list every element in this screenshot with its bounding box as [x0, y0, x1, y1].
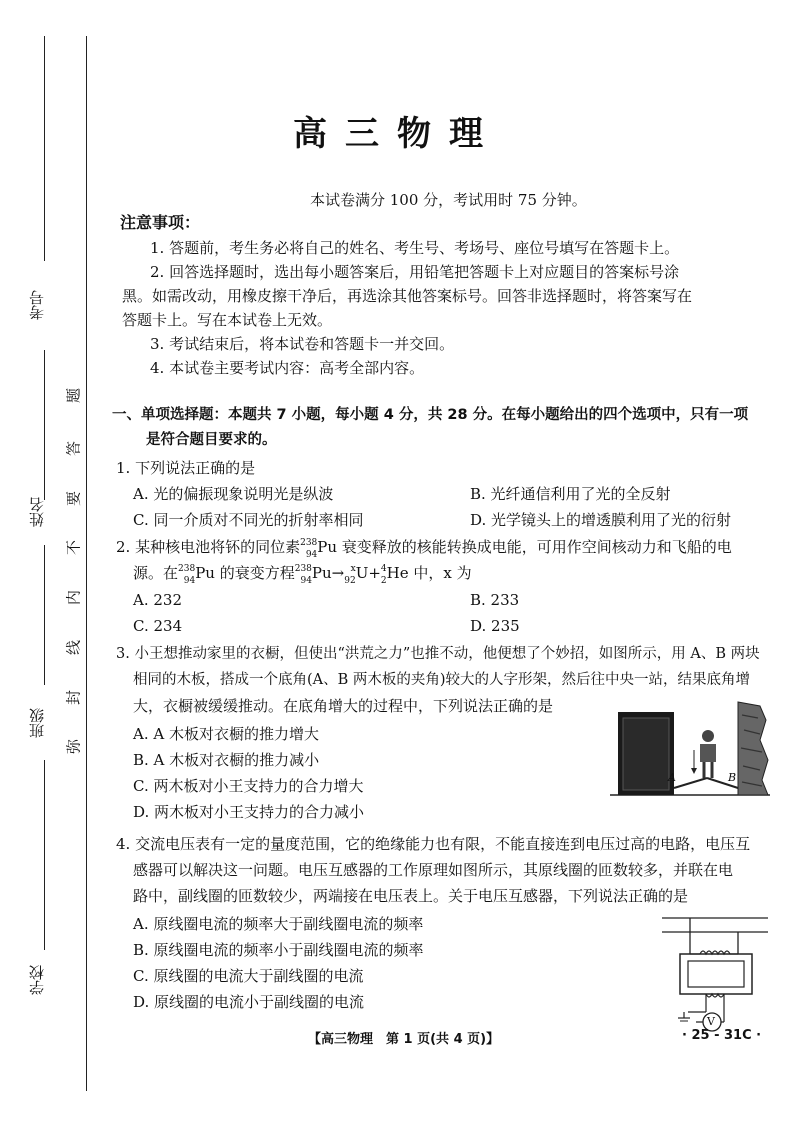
exam-no-blank	[44, 350, 45, 500]
question-stem	[116, 536, 732, 560]
option: B. 光纤通信利用了光的全反射	[470, 485, 671, 503]
option: C. 234	[133, 617, 183, 635]
option: B. 233	[470, 591, 520, 609]
page-footer: 【高三物理 第 1 页(共 4 页)】	[308, 1032, 500, 1047]
option: A. 232	[133, 591, 182, 609]
text-run: 2. 某种核电池将钚的同位素	[116, 538, 301, 556]
school-label: 学校	[28, 965, 46, 995]
seal-char: 弥	[64, 739, 83, 755]
class-label: 班级	[28, 708, 46, 738]
exam-no-label: 考号	[28, 290, 46, 320]
name-blank	[44, 545, 45, 685]
question-stem: 4. 交流电压表有一定的量度范围，它的绝缘能力也有限，不能直接连到电压过高的电路，电压互	[116, 835, 751, 853]
option: C. 两木板对小王支持力的合力增大	[133, 777, 364, 795]
option: C. 原线圈的电流大于副线圈的电流	[133, 967, 364, 985]
name-label: 姓名	[28, 497, 46, 527]
atomic-number: 94	[183, 576, 196, 586]
nuclide-pu	[300, 536, 317, 560]
option: A. 原线圈电流的频率大于副线圈电流的频率	[133, 915, 424, 933]
seal-char: 线	[64, 640, 83, 656]
atomic-number: 92	[344, 576, 356, 586]
option: D. 光学镜头上的增透膜利用了光的衍射	[470, 511, 732, 529]
notice-line: 2. 回答选择题时，选出每小题答案后，用铅笔把答题卡上对应题目的答案标号涂	[150, 263, 680, 281]
question-stem: 1. 下列说法正确的是	[116, 459, 256, 477]
question-stem-cont	[133, 562, 472, 586]
option: D. 235	[470, 617, 520, 635]
seal-char: 内	[64, 590, 83, 606]
notice-line: 3. 考试结束后，将本试卷和答题卡一并交回。	[150, 335, 455, 353]
text-run: 源。在	[133, 564, 179, 582]
option: D. 两木板对小王支持力的合力减小	[133, 803, 365, 821]
class-blank	[44, 760, 45, 950]
notice-line: 1. 答题前，考生务必将自己的姓名、考生号、考场号、座位号填写在答题卡上。	[150, 239, 680, 257]
seal-char: 不	[64, 540, 83, 556]
question-stem: 3. 小王想推动家里的衣橱，但使出“洪荒之力”也推不动，他便想了个妙招，如图所示，用 A、B 两块	[116, 646, 760, 662]
option: A. A 木板对衣橱的推力增大	[133, 725, 319, 743]
seal-char: 要	[64, 491, 83, 507]
figure-label-b: B	[728, 771, 737, 784]
text-run: Pu 衰变释放的核能转换成电能，可用作空间核动力和飞船的电	[317, 538, 732, 556]
seal-char: 题	[64, 388, 83, 404]
question-stem-cont: 感器可以解决这一问题。电压互感器的工作原理如图所示，其原线圈的匝数较多，并联在电	[133, 861, 734, 879]
transformer-figure	[660, 910, 770, 1035]
text-run: U+	[355, 564, 381, 582]
text-run: He 中，x 为	[386, 564, 472, 582]
notice-line: 黑。如需改动，用橡皮擦干净后，再选涂其他答案标号。回答非选择题时，将答案写在	[122, 287, 693, 305]
option: B. 原线圈电流的频率小于副线圈电流的频率	[133, 941, 424, 959]
mass-number: 4	[380, 564, 387, 574]
wardrobe-figure	[610, 700, 770, 800]
paper-code: · 25 - 31C ·	[682, 1028, 762, 1043]
atomic-number: 94	[300, 576, 312, 586]
nuclide-u	[344, 562, 355, 586]
section-heading-cont: 是符合题目要求的。	[146, 432, 277, 448]
option: A. 光的偏振现象说明光是纵波	[133, 485, 334, 503]
seal-char: 封	[64, 690, 83, 706]
text-run: Pu→	[311, 564, 345, 582]
atomic-number: 94	[305, 550, 318, 560]
nuclide-pu	[295, 562, 312, 586]
nuclide-pu	[178, 562, 195, 586]
page-title: 高三物理	[293, 114, 501, 154]
mass-number: 238	[178, 564, 196, 574]
question-stem-cont: 相同的木板，搭成一个底角(A、B 两木板的夹角)较大的人字形架，然后往中央一站，结果底角增	[133, 672, 751, 688]
seal-char: 答	[64, 441, 83, 457]
question-stem-cont: 大，衣橱被缓缓推动。在底角增大的过程中，下列说法正确的是	[133, 697, 554, 715]
text-run: Pu 的衰变方程	[195, 564, 295, 582]
atomic-number: 2	[380, 576, 387, 586]
option: D. 原线圈的电流小于副线圈的电流	[133, 993, 365, 1011]
mass-number: 238	[300, 538, 318, 548]
exam-intro: 本试卷满分 100 分，考试用时 75 分钟。	[310, 191, 587, 209]
section-heading: 一、单项选择题：本题共 7 小题，每小题 4 分，共 28 分。在每小题给出的四个选项中，只有一项	[112, 407, 749, 423]
mass-number: x	[350, 564, 356, 574]
notice-line: 4. 本试卷主要考试内容：高考全部内容。	[150, 359, 425, 377]
question-stem-cont: 路中，副线圈的匝数较少，两端接在电压表上。关于电压互感器，下列说法正确的是	[133, 887, 689, 905]
notice-heading: 注意事项：	[120, 213, 201, 232]
margin-line-inner	[86, 36, 87, 1091]
mass-number: 238	[294, 564, 312, 574]
option: C. 同一介质对不同光的折射率相同	[133, 511, 364, 529]
notice-line: 答题卡上。写在本试卷上无效。	[122, 311, 333, 329]
figure-label-a: A	[668, 771, 676, 784]
voltmeter-label: V	[707, 1015, 715, 1028]
option: B. A 木板对衣橱的推力减小	[133, 751, 320, 769]
